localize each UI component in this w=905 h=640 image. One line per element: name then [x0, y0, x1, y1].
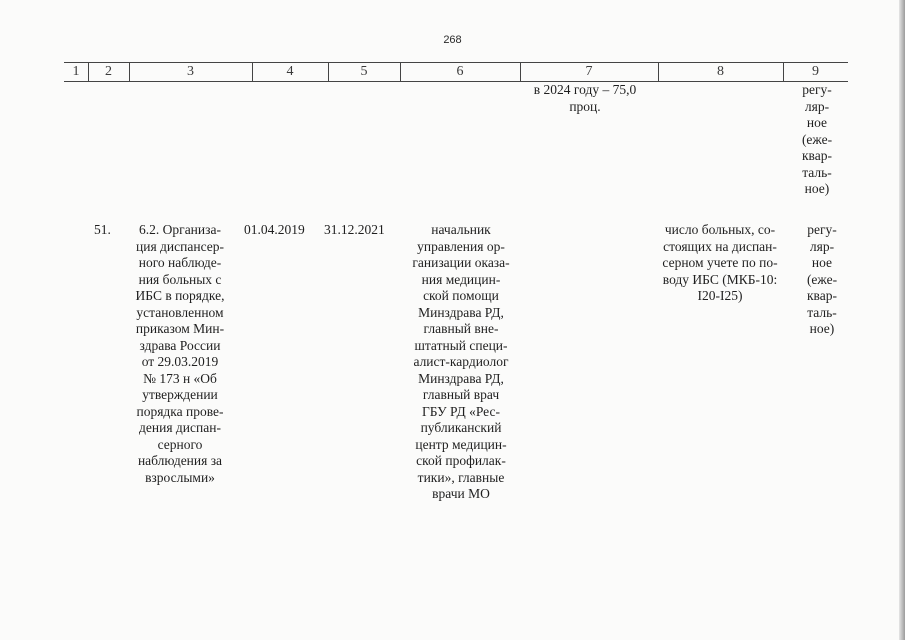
- text-line: (еже-: [801, 131, 833, 147]
- text-line: дения диспан-: [139, 420, 221, 435]
- header-col-6: 6: [456, 64, 464, 79]
- text-line: ИБС в порядке,: [135, 288, 225, 303]
- text-line: квар-: [802, 148, 832, 163]
- text-line: управления ор-: [417, 238, 505, 254]
- text-line: здрава России: [139, 337, 221, 353]
- text-line: ской профилак-: [416, 453, 506, 468]
- text-line: стоящих на диспан-: [663, 238, 777, 254]
- row51-responsible: [397, 222, 525, 503]
- text-line: алист-кардиолог: [413, 354, 509, 369]
- text-line: регу-: [807, 222, 837, 237]
- header-col-4: 4: [286, 64, 294, 79]
- text-line: от 29.03.2019: [141, 354, 219, 369]
- text-line: ное): [809, 321, 835, 336]
- text-line: ное): [804, 181, 830, 196]
- text-line: наблюдения за: [137, 453, 223, 468]
- text-line: ской помощи: [423, 288, 499, 303]
- text-line: ного наблюде-: [138, 255, 222, 270]
- scan-shadow-edge: [899, 0, 905, 640]
- carry-col7-target: [520, 82, 650, 115]
- text-line: начальник: [431, 222, 491, 237]
- row51-end-date: 31.12.2021: [324, 222, 385, 237]
- text-line: квар-: [807, 288, 837, 303]
- text-line: таль-: [802, 164, 832, 180]
- text-line: публиканский: [420, 420, 502, 435]
- carry-col9-periodicity: [788, 82, 846, 198]
- text-line: центр медицин-: [415, 436, 507, 452]
- text-line: ляр-: [809, 238, 835, 254]
- text-line: врачи МО: [432, 486, 490, 501]
- text-line: I20-I25): [697, 288, 743, 303]
- header-col-7: 7: [585, 64, 593, 79]
- row51-activity-name: [124, 222, 236, 486]
- text-line: тики», главные: [417, 469, 505, 485]
- text-line: Минздрава РД,: [418, 370, 504, 386]
- header-col-5: 5: [360, 64, 368, 79]
- row51-number: 51.: [94, 222, 111, 237]
- text-line: проц.: [569, 98, 601, 114]
- text-line: порядка прове-: [136, 403, 224, 419]
- row51-periodicity: [798, 222, 846, 338]
- text-line: в 2024 году – 75,0: [533, 82, 637, 97]
- text-line: утверждении: [142, 387, 218, 402]
- text-line: ния больных с: [138, 271, 222, 287]
- table-header-row: [64, 62, 848, 82]
- text-line: регу-: [802, 82, 832, 97]
- text-line: штатный специ-: [414, 337, 508, 353]
- text-line: число больных, со-: [664, 222, 776, 237]
- text-line: ция диспансер-: [136, 238, 224, 254]
- text-line: ное: [811, 255, 833, 270]
- text-line: серного: [157, 436, 203, 452]
- text-line: ное: [806, 115, 828, 130]
- text-line: № 173 н «Об: [143, 370, 217, 386]
- page-number: 268: [443, 34, 462, 46]
- text-line: Минздрава РД,: [418, 304, 504, 320]
- text-line: ния медицин-: [421, 271, 501, 287]
- text-line: главный врач: [422, 387, 500, 402]
- header-col-2: 2: [105, 64, 112, 79]
- header-col-3: 3: [187, 64, 194, 79]
- row51-indicator: [650, 222, 790, 305]
- text-line: серном учете по по-: [662, 255, 778, 270]
- header-col-1: 1: [72, 64, 80, 79]
- row51-start-date: 01.04.2019: [244, 222, 305, 237]
- text-line: взрослыми»: [145, 469, 215, 485]
- text-line: приказом Мин-: [135, 321, 225, 336]
- text-line: ГБУ РД «Рес-: [422, 403, 500, 419]
- text-line: воду ИБС (МКБ-10:: [662, 271, 778, 287]
- text-line: (еже-: [806, 271, 838, 287]
- header-col-8: 8: [717, 64, 724, 79]
- text-line: 6.2. Организа-: [139, 222, 221, 237]
- text-line: установленном: [136, 304, 224, 320]
- text-line: ляр-: [804, 98, 830, 114]
- text-line: таль-: [807, 304, 837, 320]
- text-line: главный вне-: [423, 321, 499, 336]
- header-col-9: 9: [812, 64, 819, 79]
- text-line: ганизации оказа-: [412, 255, 510, 270]
